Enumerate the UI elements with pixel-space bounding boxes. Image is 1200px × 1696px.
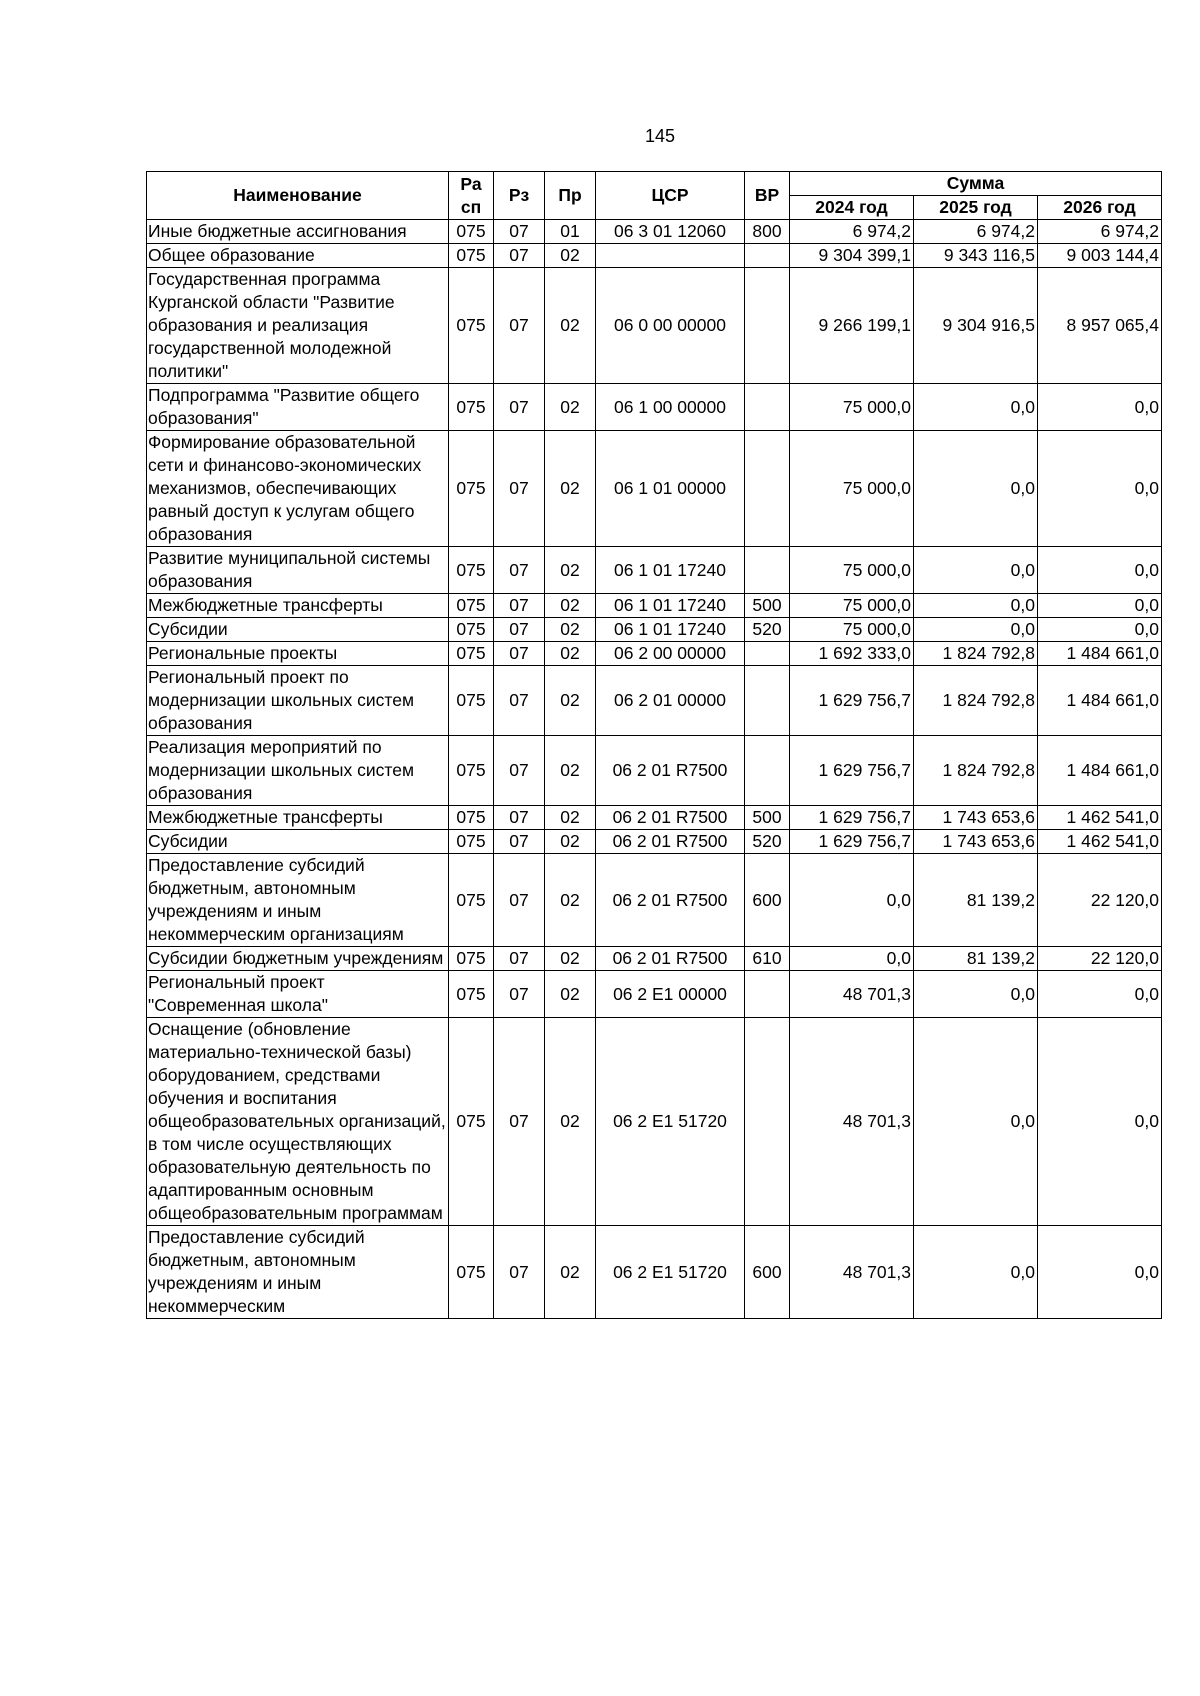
row-csr: 06 1 01 17240 [596, 618, 745, 642]
table-row [147, 431, 1162, 547]
row-amount-2024: 1 692 333,0 [790, 642, 914, 666]
row-pr: 02 [545, 594, 596, 618]
row-pr: 02 [545, 642, 596, 666]
table-row [147, 854, 1162, 947]
table-row [147, 830, 1162, 854]
row-rz: 07 [494, 854, 545, 947]
row-amount-2024: 75 000,0 [790, 618, 914, 642]
row-name: Региональный проект по модернизации школьных систем образования [147, 666, 449, 736]
header-sum: Сумма [790, 172, 1162, 196]
row-vr [745, 244, 790, 268]
table-row [147, 384, 1162, 431]
table-row [147, 244, 1162, 268]
row-name: Оснащение (обновление материально-технической базы) оборудованием, средствами обучения и воспитания общеобразовательных организаций, в том числе осуществляющих образовательную деятельность по адаптированным основным общеобразовательным программам [147, 1018, 449, 1226]
row-amount-2025: 6 974,2 [914, 220, 1038, 244]
row-amount-2025: 9 343 116,5 [914, 244, 1038, 268]
row-amount-2024: 0,0 [790, 947, 914, 971]
row-vr [745, 384, 790, 431]
row-name: Региональные проекты [147, 642, 449, 666]
table-row [147, 642, 1162, 666]
row-name: Реализация мероприятий по модернизации школьных систем образования [147, 736, 449, 806]
table-row [147, 1018, 1162, 1226]
row-vr: 500 [745, 594, 790, 618]
row-amount-2024: 1 629 756,7 [790, 736, 914, 806]
row-pr: 02 [545, 806, 596, 830]
table-row [147, 618, 1162, 642]
row-rasp: 075 [449, 642, 494, 666]
header-pr: Пр [545, 172, 596, 220]
row-rasp: 075 [449, 594, 494, 618]
row-amount-2025: 1 743 653,6 [914, 830, 1038, 854]
row-name: Формирование образовательной сети и финансово-экономических механизмов, обеспечивающих равный доступ к услугам общего образования [147, 431, 449, 547]
table-row [147, 736, 1162, 806]
row-rz: 07 [494, 618, 545, 642]
header-year-2024: 2024 год [790, 196, 914, 220]
row-pr: 02 [545, 244, 596, 268]
row-pr: 02 [545, 947, 596, 971]
row-name: Региональный проект "Современная школа" [147, 971, 449, 1018]
row-csr: 06 2 01 00000 [596, 666, 745, 736]
row-amount-2024: 1 629 756,7 [790, 806, 914, 830]
row-amount-2024: 75 000,0 [790, 547, 914, 594]
row-rasp: 075 [449, 384, 494, 431]
table-row [147, 971, 1162, 1018]
row-rz: 07 [494, 642, 545, 666]
header-name: Наименование [147, 172, 449, 220]
row-amount-2024: 0,0 [790, 854, 914, 947]
row-pr: 02 [545, 736, 596, 806]
row-vr: 800 [745, 220, 790, 244]
row-name: Межбюджетные трансферты [147, 594, 449, 618]
table-row [147, 268, 1162, 384]
row-vr [745, 736, 790, 806]
row-rz: 07 [494, 384, 545, 431]
row-csr: 06 2 01 R7500 [596, 830, 745, 854]
row-pr: 02 [545, 268, 596, 384]
row-csr: 06 1 00 00000 [596, 384, 745, 431]
budget-table [146, 171, 1162, 1319]
row-amount-2026: 6 974,2 [1038, 220, 1162, 244]
row-csr [596, 244, 745, 268]
row-amount-2025: 1 743 653,6 [914, 806, 1038, 830]
row-amount-2024: 9 304 399,1 [790, 244, 914, 268]
row-rz: 07 [494, 431, 545, 547]
row-vr: 500 [745, 806, 790, 830]
row-amount-2025: 0,0 [914, 971, 1038, 1018]
row-rz: 07 [494, 268, 545, 384]
row-amount-2025: 0,0 [914, 1226, 1038, 1319]
row-name: Предоставление субсидий бюджетным, автономным учреждениям и иным некоммерческим организациям [147, 854, 449, 947]
row-amount-2024: 1 629 756,7 [790, 666, 914, 736]
row-amount-2025: 1 824 792,8 [914, 666, 1038, 736]
table-row [147, 1226, 1162, 1319]
row-amount-2026: 22 120,0 [1038, 947, 1162, 971]
row-rz: 07 [494, 806, 545, 830]
row-rasp: 075 [449, 547, 494, 594]
row-amount-2025: 0,0 [914, 594, 1038, 618]
row-csr: 06 2 00 00000 [596, 642, 745, 666]
row-rasp: 075 [449, 1226, 494, 1319]
row-amount-2026: 22 120,0 [1038, 854, 1162, 947]
row-pr: 02 [545, 1226, 596, 1319]
row-rz: 07 [494, 666, 545, 736]
row-name: Субсидии [147, 830, 449, 854]
row-amount-2026: 0,0 [1038, 1018, 1162, 1226]
row-name: Субсидии бюджетным учреждениям [147, 947, 449, 971]
row-rz: 07 [494, 947, 545, 971]
row-amount-2026: 0,0 [1038, 1226, 1162, 1319]
row-name: Субсидии [147, 618, 449, 642]
row-amount-2024: 75 000,0 [790, 384, 914, 431]
row-amount-2025: 1 824 792,8 [914, 736, 1038, 806]
row-vr: 600 [745, 1226, 790, 1319]
row-amount-2026: 0,0 [1038, 431, 1162, 547]
row-name: Общее образование [147, 244, 449, 268]
row-rasp: 075 [449, 618, 494, 642]
row-rz: 07 [494, 1226, 545, 1319]
row-rasp: 075 [449, 268, 494, 384]
row-amount-2025: 1 824 792,8 [914, 642, 1038, 666]
table-row [147, 594, 1162, 618]
row-vr [745, 431, 790, 547]
row-pr: 02 [545, 384, 596, 431]
row-vr [745, 1018, 790, 1226]
row-rasp: 075 [449, 854, 494, 947]
row-pr: 02 [545, 431, 596, 547]
row-pr: 02 [545, 1018, 596, 1226]
row-pr: 02 [545, 854, 596, 947]
page-number: 145 [644, 126, 676, 146]
table-row [147, 806, 1162, 830]
row-amount-2024: 75 000,0 [790, 594, 914, 618]
row-amount-2024: 48 701,3 [790, 971, 914, 1018]
row-csr: 06 2 Е1 51720 [596, 1226, 745, 1319]
row-amount-2025: 0,0 [914, 1018, 1038, 1226]
row-rz: 07 [494, 736, 545, 806]
row-rz: 07 [494, 1018, 545, 1226]
row-amount-2024: 1 629 756,7 [790, 830, 914, 854]
row-vr [745, 268, 790, 384]
row-csr: 06 0 00 00000 [596, 268, 745, 384]
row-rasp: 075 [449, 947, 494, 971]
row-amount-2026: 1 462 541,0 [1038, 806, 1162, 830]
table-row [147, 666, 1162, 736]
row-amount-2025: 0,0 [914, 547, 1038, 594]
row-name: Предоставление субсидий бюджетным, автономным учреждениям и иным некоммерческим [147, 1226, 449, 1319]
header-rz: Рз [494, 172, 545, 220]
row-amount-2026: 0,0 [1038, 618, 1162, 642]
row-csr: 06 2 Е1 51720 [596, 1018, 745, 1226]
row-vr: 520 [745, 618, 790, 642]
row-rasp: 075 [449, 806, 494, 830]
row-pr: 02 [545, 971, 596, 1018]
row-amount-2026: 1 462 541,0 [1038, 830, 1162, 854]
header-vr: ВР [745, 172, 790, 220]
row-amount-2025: 0,0 [914, 431, 1038, 547]
row-rasp: 075 [449, 736, 494, 806]
row-rasp: 075 [449, 1018, 494, 1226]
row-csr: 06 2 01 R7500 [596, 947, 745, 971]
row-amount-2026: 8 957 065,4 [1038, 268, 1162, 384]
row-rasp: 075 [449, 830, 494, 854]
row-amount-2026: 0,0 [1038, 547, 1162, 594]
row-amount-2025: 81 139,2 [914, 854, 1038, 947]
row-name: Государственная программа Курганской области "Развитие образования и реализация государственной молодежной политики" [147, 268, 449, 384]
row-csr: 06 1 01 17240 [596, 547, 745, 594]
row-vr [745, 642, 790, 666]
row-vr [745, 547, 790, 594]
row-rz: 07 [494, 971, 545, 1018]
row-vr: 520 [745, 830, 790, 854]
row-amount-2025: 0,0 [914, 384, 1038, 431]
row-amount-2024: 9 266 199,1 [790, 268, 914, 384]
row-csr: 06 1 01 00000 [596, 431, 745, 547]
row-amount-2026: 0,0 [1038, 384, 1162, 431]
row-vr [745, 971, 790, 1018]
row-rasp: 075 [449, 971, 494, 1018]
row-amount-2024: 6 974,2 [790, 220, 914, 244]
header-csr: ЦСР [596, 172, 745, 220]
row-amount-2024: 48 701,3 [790, 1226, 914, 1319]
row-amount-2024: 75 000,0 [790, 431, 914, 547]
row-pr: 02 [545, 830, 596, 854]
row-rasp: 075 [449, 431, 494, 547]
row-amount-2026: 1 484 661,0 [1038, 642, 1162, 666]
row-rz: 07 [494, 547, 545, 594]
row-rasp: 075 [449, 666, 494, 736]
row-amount-2025: 0,0 [914, 618, 1038, 642]
row-csr: 06 2 01 R7500 [596, 736, 745, 806]
table-row [147, 220, 1162, 244]
row-vr: 610 [745, 947, 790, 971]
row-name: Межбюджетные трансферты [147, 806, 449, 830]
row-name: Подпрограмма "Развитие общего образования" [147, 384, 449, 431]
row-rz: 07 [494, 244, 545, 268]
row-amount-2026: 1 484 661,0 [1038, 736, 1162, 806]
header-rasp: Ра сп [449, 172, 494, 220]
row-rasp: 075 [449, 220, 494, 244]
row-csr: 06 2 Е1 00000 [596, 971, 745, 1018]
row-amount-2026: 0,0 [1038, 971, 1162, 1018]
row-vr: 600 [745, 854, 790, 947]
row-csr: 06 2 01 R7500 [596, 854, 745, 947]
row-vr [745, 666, 790, 736]
row-rz: 07 [494, 830, 545, 854]
row-amount-2025: 81 139,2 [914, 947, 1038, 971]
row-csr: 06 1 01 17240 [596, 594, 745, 618]
header-year-2026: 2026 год [1038, 196, 1162, 220]
row-csr: 06 2 01 R7500 [596, 806, 745, 830]
row-pr: 01 [545, 220, 596, 244]
row-name: Иные бюджетные ассигнования [147, 220, 449, 244]
row-name: Развитие муниципальной системы образования [147, 547, 449, 594]
row-amount-2025: 9 304 916,5 [914, 268, 1038, 384]
row-rz: 07 [494, 220, 545, 244]
row-amount-2024: 48 701,3 [790, 1018, 914, 1226]
row-csr: 06 3 01 12060 [596, 220, 745, 244]
row-amount-2026: 9 003 144,4 [1038, 244, 1162, 268]
header-year-2025: 2025 год [914, 196, 1038, 220]
row-rasp: 075 [449, 244, 494, 268]
row-amount-2026: 1 484 661,0 [1038, 666, 1162, 736]
row-pr: 02 [545, 547, 596, 594]
row-pr: 02 [545, 618, 596, 642]
row-rz: 07 [494, 594, 545, 618]
table-row [147, 547, 1162, 594]
table-row [147, 947, 1162, 971]
row-amount-2026: 0,0 [1038, 594, 1162, 618]
row-pr: 02 [545, 666, 596, 736]
